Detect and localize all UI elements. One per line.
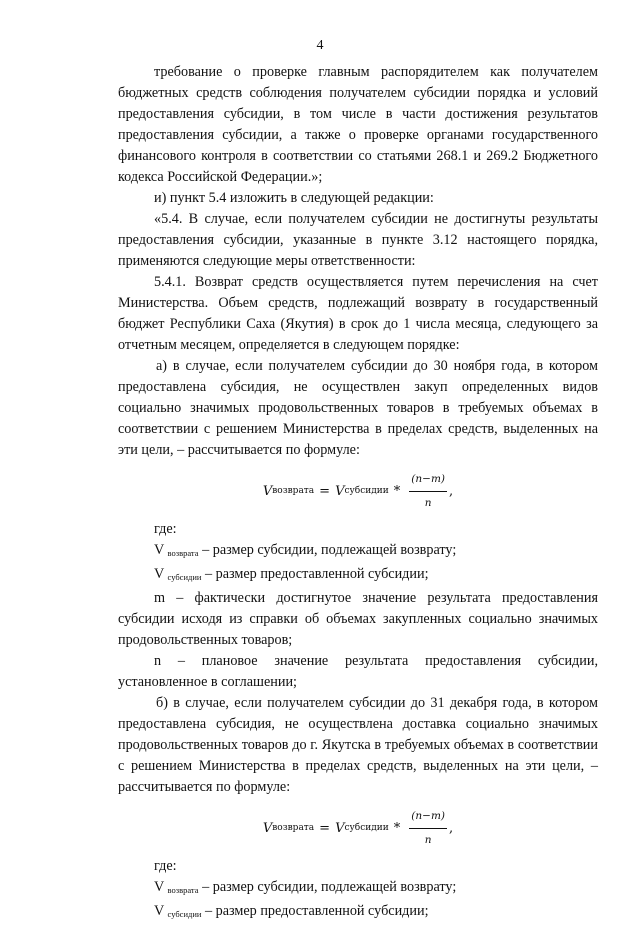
formula-times: *: [393, 483, 401, 499]
formula-denominator: n: [424, 496, 432, 509]
definition-v-refund: [118, 877, 598, 901]
formula-denominator: n: [424, 833, 432, 846]
paragraph-requirement: требование о проверке главным распорядителем как получателем бюджетных средств соблюдения получателем субсидии порядка и условий предоставления субсидии, в том числе в части достижения результатов предоставления субсидии, а также о проверке органами государственного финансового контроля в соответствии со статьями 268.1 и 269.2 Бюджетного кодекса Российской Федерации.»;: [118, 64, 598, 185]
where-label: где:: [154, 858, 177, 874]
definition-sub: возврата: [167, 885, 199, 895]
document-body: [118, 62, 598, 925]
definition-text: – размер субсидии, подлежащей возврату;: [198, 542, 457, 558]
paragraph-case-a: а) в случае, если получателем субсидии до 30 ноября года, в котором предоставлена субсидия, не осуществлен закуп определенных видов социально значимых продовольственных товаров в требуемых объемах в соответствии с решением Министерства в пределах средств, выделенных на эти цели, – рассчитывается по формуле:: [118, 358, 598, 458]
definition-var: V: [154, 542, 164, 558]
formula-lhs-var: V: [262, 820, 273, 836]
definition-var: V: [154, 566, 164, 582]
formula-rhs-var: V: [335, 483, 345, 499]
definition-text: – размер субсидии, подлежащей возврату;: [198, 879, 457, 895]
where-label: где:: [154, 521, 177, 537]
paragraph-case-b: б) в случае, если получателем субсидии до 31 декабря года, в котором предоставлена субсидия, не осуществлена доставка социально значимых продовольственных товаров до г. Якутска в требуемых объемах в соответствии с решением Министерства в пределах средств, выделенных на эти цели, – рассчитывается по формуле:: [118, 695, 598, 795]
formula-lhs-sub: возврата: [272, 485, 315, 496]
formula-fraction: [409, 469, 447, 514]
formula-equals: =: [319, 820, 331, 836]
formula-rhs-sub: субсидии: [344, 485, 389, 496]
definition-var: V: [154, 903, 164, 919]
definition-var: V: [154, 879, 164, 895]
formula-refund-b: [118, 806, 598, 850]
formula-lhs-var: V: [262, 483, 273, 499]
paragraph-item-i: и) пункт 5.4 изложить в следующей редакции:: [154, 190, 434, 206]
paragraph-5-4: «5.4. В случае, если получателем субсидии не достигнуты результаты предоставления субсидии, указанные в пункте 3.12 настоящего порядка, применяются следующие меры ответственности:: [118, 211, 598, 269]
formula-comma: ,: [449, 820, 454, 836]
definition-text: – размер предоставленной субсидии;: [201, 903, 429, 919]
page-number: 4: [316, 38, 324, 53]
definition-n: n – плановое значение результата предоставления субсидии, установленное в соглашении;: [118, 653, 598, 690]
formula-refund-a: [118, 469, 598, 513]
definition-sub: возврата: [167, 548, 199, 558]
formula-rhs-var: V: [335, 820, 345, 836]
formula-comma: ,: [449, 483, 454, 499]
definition-sub: субсидии: [167, 572, 202, 582]
formula-numerator: (n−m): [409, 806, 447, 829]
definition-m: m – фактически достигнутое значение результата предоставления субсидии исходя из справки об объемах закупленных социально значимых продовольственных товаров;: [118, 590, 598, 648]
formula-fraction: [409, 806, 447, 851]
formula-lhs-sub: возврата: [272, 822, 315, 833]
formula-numerator: (n−m): [409, 469, 447, 492]
formula-times: *: [393, 820, 401, 836]
formula-rhs-sub: субсидии: [344, 822, 389, 833]
definition-v-subsidy: [118, 564, 598, 588]
definition-v-refund: [118, 540, 598, 564]
formula-equals: =: [319, 483, 331, 499]
definition-text: – размер предоставленной субсидии;: [201, 566, 429, 582]
paragraph-5-4-1: 5.4.1. Возврат средств осуществляется путем перечисления на счет Министерства. Объем средств, подлежащий возврату в государственный бюджет Республики Саха (Якутия) в срок до 1 числа месяца, следующего за отчетным месяцем, определяется в следующем порядке:: [118, 274, 598, 353]
definition-sub: субсидии: [167, 909, 202, 919]
